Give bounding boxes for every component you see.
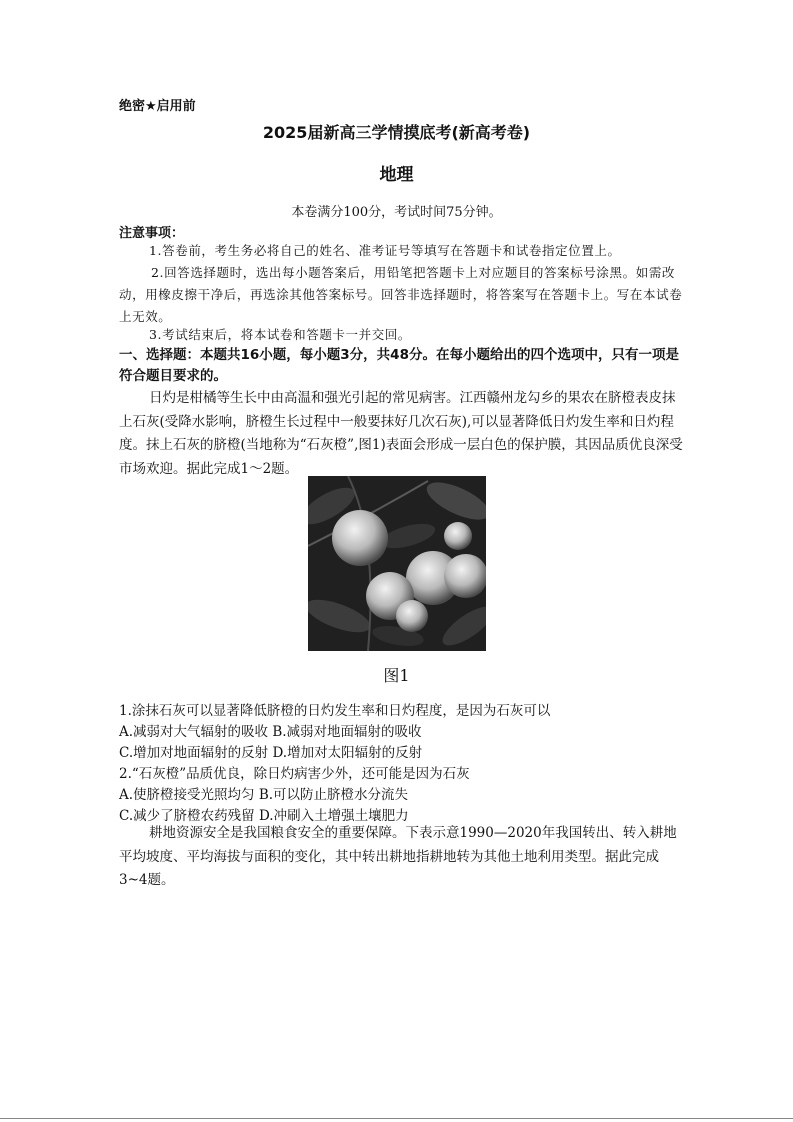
- notes-heading: 注意事项：: [119, 226, 185, 241]
- note-item-1: 1.答卷前，考生务必将自己的姓名、准考证号等填写在答题卡和试卷指定位置上。: [149, 243, 621, 258]
- q1-option-b: B.减弱对地面辐射的吸收: [272, 724, 422, 740]
- q2-option-b: B.可以防止脐橙水分流失: [258, 787, 409, 803]
- q1-option-d: D.增加对太阳辐射的反射: [272, 745, 423, 761]
- question-2-options-2: [119, 804, 409, 824]
- figure-caption: 图1: [383, 666, 410, 685]
- confidential-label: 绝密★启用前: [119, 99, 196, 114]
- q1-option-a: A.减弱对大气辐射的吸收: [119, 724, 269, 740]
- question-1-options: [119, 720, 422, 740]
- q2-option-d: D.冲刷入土增强土壤肥力: [258, 808, 409, 824]
- exam-title: 2025届新高三学情摸底考(新高考卷): [262, 123, 531, 142]
- q2-option-c: C.减少了脐橙农药残留: [119, 808, 255, 824]
- note-item-2: 2.回答选择题时，选出每小题答案后，用铅笔把答题卡上对应题目的答案标号涂黑。如需改动，用橡皮擦干净后，再选涂其他答案标号。回答非选择题时，将答案写在答题卡上。写在本试卷上无效。: [119, 265, 683, 324]
- passage-1: 日灼是柑橘等生长中由高温和强光引起的常见病害。江西赣州龙勾乡的果农在脐橙表皮抹上石灰(受降水影响，脐橙生长过程中一般要抹好几次石灰),可以显著降低日灼发生率和日灼程度。抹上石灰的脐橙(当地称为“石灰橙”,图1)表面会形成一层白色的保护膜，其因品质优良深受市场欢迎。据此完成1～2题。: [119, 390, 683, 477]
- question-1-stem: 1.涂抹石灰可以显著降低脐橙的日灼发生率和日灼程度，是因为石灰可以: [119, 703, 551, 719]
- question-1-options-2: [119, 741, 422, 761]
- q1-option-c: C.增加对地面辐射的反射: [119, 745, 269, 761]
- page-bottom-rule: [0, 1118, 793, 1119]
- note-item-3: 3.考试结束后，将本试卷和答题卡一并交回。: [149, 327, 412, 342]
- q2-option-a: A.使脐橙接受光照均匀: [119, 787, 255, 803]
- score-time-line: 本卷满分100分，考试时间75分钟。: [291, 205, 502, 220]
- photo-limed-navel-oranges-icon: [308, 476, 486, 651]
- question-2-options: [119, 783, 408, 803]
- section-heading: 一、选择题：本题共16小题，每小题3分，共48分。在每小题给出的四个选项中，只有一项是符合题目要求的。: [119, 347, 679, 384]
- subject-title: 地理: [379, 165, 414, 185]
- passage-2: 耕地资源安全是我国粮食安全的重要保障。下表示意1990—2020年我国转出、转入耕地平均坡度、平均海拔与面积的变化，其中转出耕地指耕地转为其他土地利用类型。据此完成3~4题。: [119, 825, 677, 888]
- question-2-stem: 2.“石灰橙”品质优良，除日灼病害少外，还可能是因为石灰: [119, 766, 470, 782]
